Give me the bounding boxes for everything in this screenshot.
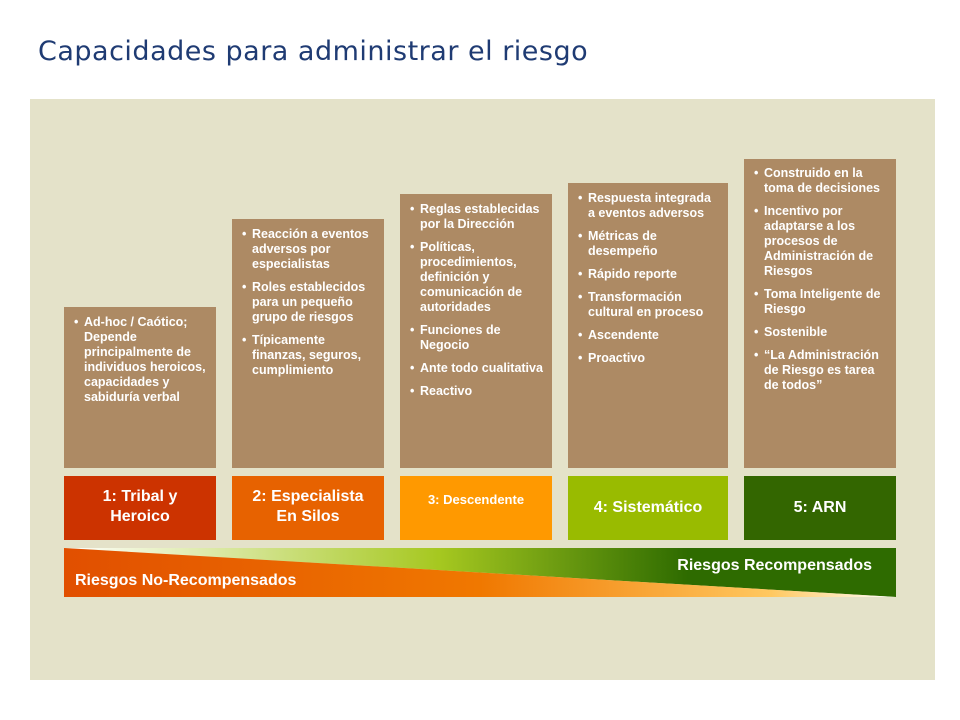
stage-4-bullet: • Proactivo	[578, 351, 720, 366]
stage-5-bullet: • Sostenible	[754, 325, 888, 340]
unrewarded-risks-label: Riesgos No-Recompensados	[75, 572, 297, 589]
stage-3-bullet: • Funciones de Negocio	[410, 323, 544, 353]
stage-3-bullet: • Reglas establecidas por la Dirección	[410, 202, 544, 232]
stage-2-bullet: • Roles establecidos para un pequeño grupo de riesgos	[242, 280, 376, 325]
stage-5-label: 5: ARN	[793, 499, 847, 516]
stage-5-bullet: • Construido en la toma de decisiones	[754, 166, 888, 196]
stage-4-bullet: • Ascendente	[578, 328, 720, 343]
stage-3-bullet: • Ante todo cualitativa	[410, 361, 544, 376]
stage-5-bullet: • Toma Inteligente de Riesgo	[754, 287, 888, 317]
stage-5-description-card	[744, 159, 896, 468]
stage-5-bullet: • Incentivo por adaptarse a los procesos de Administración de Riesgos	[754, 204, 888, 279]
stage-4-bullet: • Transformación cultural en proceso	[578, 290, 720, 320]
stage-1-bullet: • Ad-hoc / Caótico; Depende principalmente de individuos heroicos, capacidades y sabiduría verbal	[74, 315, 208, 405]
stage-3-bullet: • Políticas, procedimientos, definición y comunicación de autoridades	[410, 240, 544, 315]
stage-4-label: 4: Sistemático	[593, 499, 703, 516]
stage-5-bullet: • “La Administración de Riesgo es tarea de todos”	[754, 348, 888, 393]
stage-2-label: 2: Especialista En Silos	[252, 488, 364, 525]
stage-5-level	[744, 476, 896, 540]
stage-3-level	[400, 476, 552, 540]
stage-3-description-card	[400, 194, 552, 468]
stage-3-bullet: • Reactivo	[410, 384, 544, 399]
rewarded-risks-label: Riesgos Recompensados	[677, 557, 872, 574]
stage-4-bullet: • Respuesta integrada a eventos adversos	[578, 191, 720, 221]
page-title: Capacidades para administrar el riesgo	[38, 36, 589, 67]
stage-1-label: 1: Tribal y Heroico	[102, 488, 178, 525]
stage-1-level	[64, 476, 216, 540]
stage-2-bullet: • Reacción a eventos adversos por especialistas	[242, 227, 376, 272]
stage-4-bullet: • Métricas de desempeño	[578, 229, 720, 259]
stage-3-label: 3: Descendente	[427, 492, 525, 507]
stage-4-bullet: • Rápido reporte	[578, 267, 720, 282]
stage-2-bullet: • Típicamente finanzas, seguros, cumplimiento	[242, 333, 376, 378]
stage-2-description-card	[232, 219, 384, 468]
stage-4-description-card	[568, 183, 728, 468]
stage-1-description-card	[64, 307, 216, 468]
risk-gradient-band	[64, 548, 896, 597]
stage-4-level	[568, 476, 728, 540]
stage-2-level	[232, 476, 384, 540]
